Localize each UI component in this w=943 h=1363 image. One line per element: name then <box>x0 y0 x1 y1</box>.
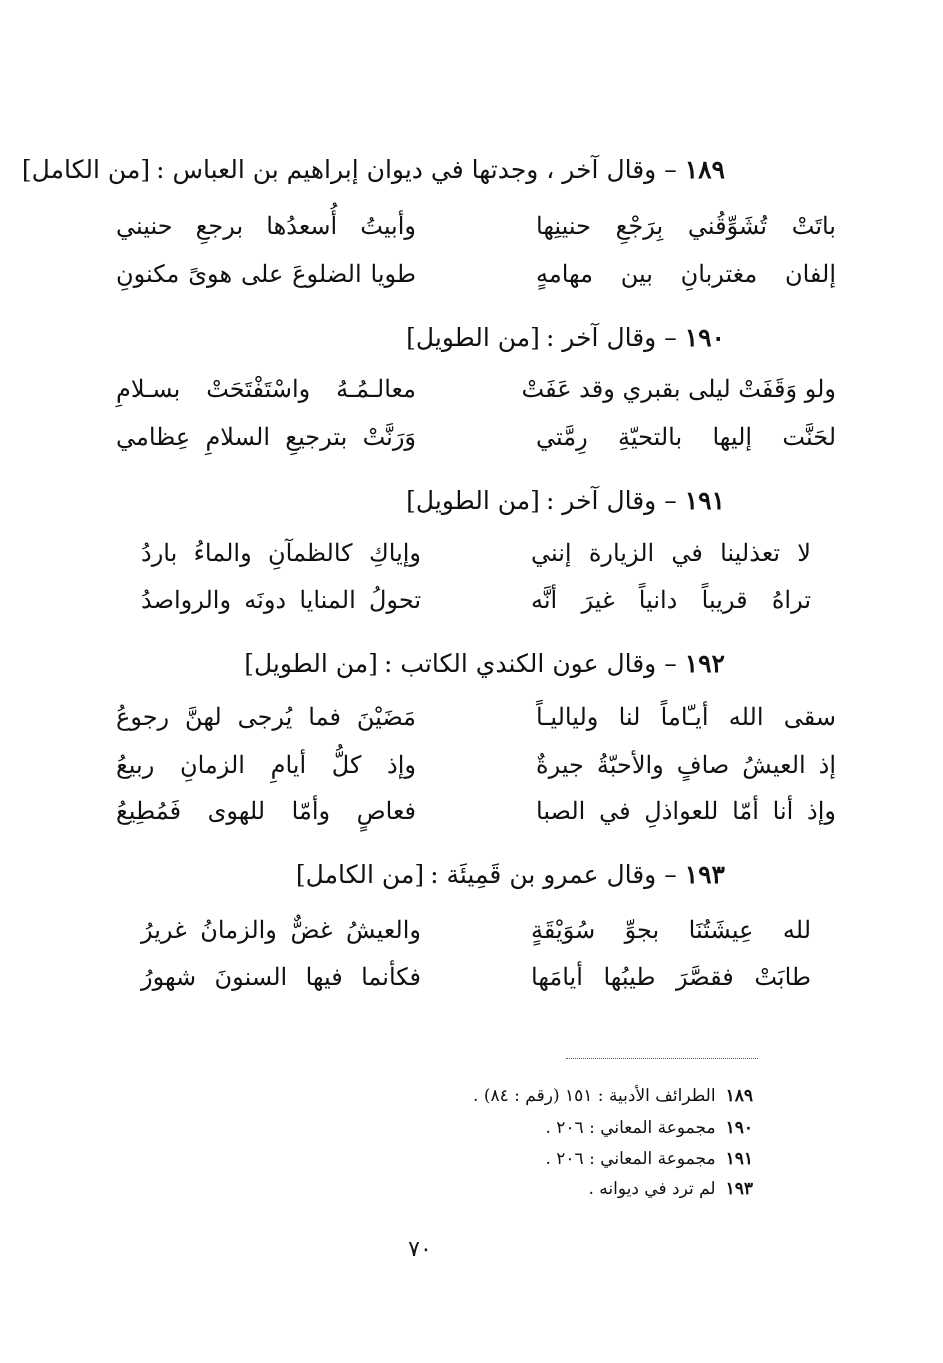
footnote-190 <box>153 1114 753 1142</box>
first-hemistich: ولو وَقَفَتْ ليلى بقبري وقد عَفَتْ <box>521 375 836 403</box>
meter-label: [من الطويل] <box>406 486 540 515</box>
verse-line <box>116 533 836 573</box>
first-hemistich: إلفان مغتربانِ بين مهامهٍ <box>536 260 836 288</box>
second-hemistich: مَضَيْنَ فما يُرجى لهنَّ رجوعُ <box>116 703 416 731</box>
footnote-193 <box>153 1175 753 1203</box>
first-hemistich: وإذ أنا أمّا للعواذلِ في الصبا <box>536 797 836 825</box>
verse-line <box>116 791 836 831</box>
footnote-text: الطرائف الأدبية : ١٥١ (رقم : ٨٤) . <box>473 1086 716 1106</box>
verse-line <box>116 697 836 737</box>
first-hemistich: إذ العيشُ صافٍ والأحبّةُ جيرةٌ <box>536 751 836 779</box>
second-hemistich: وأبيتُ أُسعدُها برجعِ حنيني <box>116 212 416 240</box>
entry-number: ١٩٣ <box>684 860 725 889</box>
second-hemistich: فكأنما فيها السنونَ شهورُ <box>141 963 421 991</box>
first-hemistich: لحَنَّت إليها بالتحيّةِ رِمَّتي <box>536 423 836 451</box>
verse-line <box>116 580 836 620</box>
footnote-separator <box>566 1058 758 1059</box>
verse-line <box>116 957 836 997</box>
entry-number: ١٩١ <box>684 486 725 515</box>
verse-line <box>116 206 836 246</box>
entry-intro: – وقال آخر : <box>545 323 677 352</box>
footnote-191 <box>153 1145 753 1173</box>
entry-intro: – وقال عون الكندي الكاتب : <box>383 649 677 678</box>
footnote-number: ١٩١ <box>725 1149 753 1169</box>
page-number: ٧٠ <box>408 1237 432 1262</box>
footnote-text: لم ترد في ديوانه . <box>588 1179 716 1199</box>
footnote-189 <box>153 1082 753 1110</box>
entry-heading-189 <box>21 152 725 188</box>
second-hemistich: فعاصٍ وأمّا للهوى فَمُطِيعُ <box>116 797 416 825</box>
entry-intro: – وقال آخر : <box>545 486 677 515</box>
verse-line <box>116 910 836 950</box>
footnote-number: ١٨٩ <box>725 1086 753 1106</box>
meter-label: [من الطويل] <box>406 323 540 352</box>
second-hemistich: معالـمُـهُ واسْتَفْتَحَتْ بسـلامِ <box>116 375 416 403</box>
meter-label: [من الطويل] <box>244 649 378 678</box>
second-hemistich: تحولُ المنايا دونَه والرواصدُ <box>141 586 421 614</box>
second-hemistich: والعيشُ غضٌّ والزمانُ غريرُ <box>141 916 421 944</box>
verse-line <box>116 254 836 294</box>
first-hemistich: طابَتْ فقصَّرَ طيبُها أيامَها <box>531 963 811 991</box>
footnote-number: ١٩٠ <box>725 1118 753 1138</box>
footnote-text: مجموعة المعاني : ٢٠٦ . <box>545 1118 716 1138</box>
second-hemistich: وَرَنَّتْ بترجيعِ السلامِ عِظامي <box>116 423 416 451</box>
meter-label: [من الكامل] <box>295 860 425 889</box>
first-hemistich: لا تعذلينا في الزيارة إنني <box>531 539 811 567</box>
second-hemistich: طويا الضلوعَ على هوىً مكنونِ <box>116 260 416 288</box>
verse-line <box>116 745 836 785</box>
entry-number: ١٩٠ <box>684 323 725 352</box>
entry-number: ١٩٢ <box>684 649 725 678</box>
entry-intro: – وقال عمرو بن قَمِيئَة : <box>430 860 677 889</box>
meter-label: [من الكامل] <box>21 155 151 184</box>
entry-number: ١٨٩ <box>684 155 725 184</box>
second-hemistich: وإياكِ كالظمآنِ والماءُ باردُ <box>141 539 421 567</box>
first-hemistich: تراهُ قريباً دانياً غيرَ أنَّه <box>531 586 811 614</box>
second-hemistich: وإذ كلُّ أيامِ الزمانِ ربيعُ <box>116 751 416 779</box>
first-hemistich: سقى الله أيـّاماً لنا ولياليـاً <box>536 703 836 731</box>
entry-heading-192 <box>105 646 725 682</box>
verse-line <box>116 369 836 409</box>
entry-heading-190 <box>105 320 725 356</box>
footnote-text: مجموعة المعاني : ٢٠٦ . <box>545 1149 716 1169</box>
verse-line <box>116 417 836 457</box>
entry-heading-193 <box>105 857 725 893</box>
first-hemistich: لله عِيشَتُنَا بجوِّ سُوَيْقَةٍ <box>531 916 811 944</box>
first-hemistich: باتَتْ تُشَوِّقُني بِرَجْعِ حنينِها <box>536 212 836 240</box>
entry-heading-191 <box>105 483 725 519</box>
footnote-number: ١٩٣ <box>725 1179 753 1199</box>
entry-intro: – وقال آخر ، وجدتها في ديوان إبراهيم بن العباس : <box>156 155 677 184</box>
